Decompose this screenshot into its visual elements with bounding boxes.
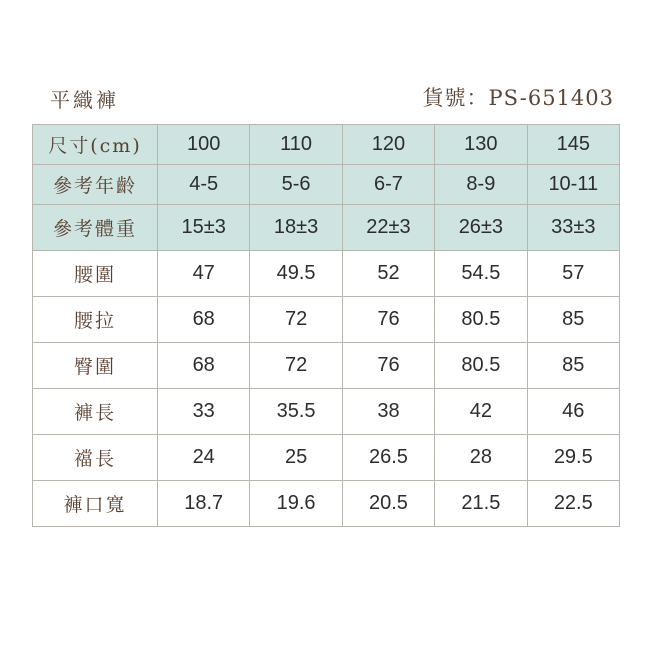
table-cell: 54.5: [435, 251, 527, 297]
table-cell: 42: [435, 389, 527, 435]
table-cell: 22.5: [527, 481, 619, 527]
row-label: 襠長: [33, 435, 158, 481]
table-cell: 24: [158, 435, 250, 481]
table-cell: 18.7: [158, 481, 250, 527]
row-label: 尺寸(cm): [33, 125, 158, 165]
table-cell: 6-7: [342, 165, 434, 205]
table-cell: 33±3: [527, 205, 619, 251]
table-cell: 29.5: [527, 435, 619, 481]
table-cell: 22±3: [342, 205, 434, 251]
row-label: 臀圍: [33, 343, 158, 389]
table-cell: 110: [250, 125, 342, 165]
table-row: [33, 389, 620, 435]
table-cell: 25: [250, 435, 342, 481]
table-cell: 52: [342, 251, 434, 297]
product-title: 平織褲: [50, 88, 119, 112]
table-cell: 15±3: [158, 205, 250, 251]
table-cell: 57: [527, 251, 619, 297]
table-header-row: [33, 125, 620, 165]
table-header-row: [33, 205, 620, 251]
table-cell: 85: [527, 297, 619, 343]
table-header-row: [33, 165, 620, 205]
table-cell: 68: [158, 343, 250, 389]
row-label: 參考年齡: [33, 165, 158, 205]
table-cell: 21.5: [435, 481, 527, 527]
table-cell: 28: [435, 435, 527, 481]
table-cell: 80.5: [435, 297, 527, 343]
table-cell: 26±3: [435, 205, 527, 251]
table-cell: 18±3: [250, 205, 342, 251]
table-cell: 33: [158, 389, 250, 435]
table-cell: 46: [527, 389, 619, 435]
table-cell: 10-11: [527, 165, 619, 205]
table-cell: 38: [342, 389, 434, 435]
table-cell: 26.5: [342, 435, 434, 481]
row-label: 參考體重: [33, 205, 158, 251]
table-row: [33, 435, 620, 481]
table-cell: 76: [342, 297, 434, 343]
table-cell: 120: [342, 125, 434, 165]
table-cell: 85: [527, 343, 619, 389]
table-cell: 35.5: [250, 389, 342, 435]
table-cell: 145: [527, 125, 619, 165]
table-cell: 5-6: [250, 165, 342, 205]
table-cell: 49.5: [250, 251, 342, 297]
table-row: [33, 297, 620, 343]
table-cell: 68: [158, 297, 250, 343]
table-cell: 80.5: [435, 343, 527, 389]
row-label: 褲長: [33, 389, 158, 435]
row-label: 腰拉: [33, 297, 158, 343]
table-cell: 130: [435, 125, 527, 165]
table-cell: 8-9: [435, 165, 527, 205]
item-number: 貨號：PS-651403: [422, 86, 614, 110]
table-row: [33, 481, 620, 527]
table-cell: 72: [250, 343, 342, 389]
row-label: 褲口寬: [33, 481, 158, 527]
table-row: [33, 251, 620, 297]
table-cell: 76: [342, 343, 434, 389]
table-cell: 72: [250, 297, 342, 343]
table-cell: 19.6: [250, 481, 342, 527]
table-cell: 20.5: [342, 481, 434, 527]
table-row: [33, 343, 620, 389]
table-cell: 4-5: [158, 165, 250, 205]
table-cell: 100: [158, 125, 250, 165]
size-chart-table: [32, 124, 620, 527]
table-cell: 47: [158, 251, 250, 297]
row-label: 腰圍: [33, 251, 158, 297]
